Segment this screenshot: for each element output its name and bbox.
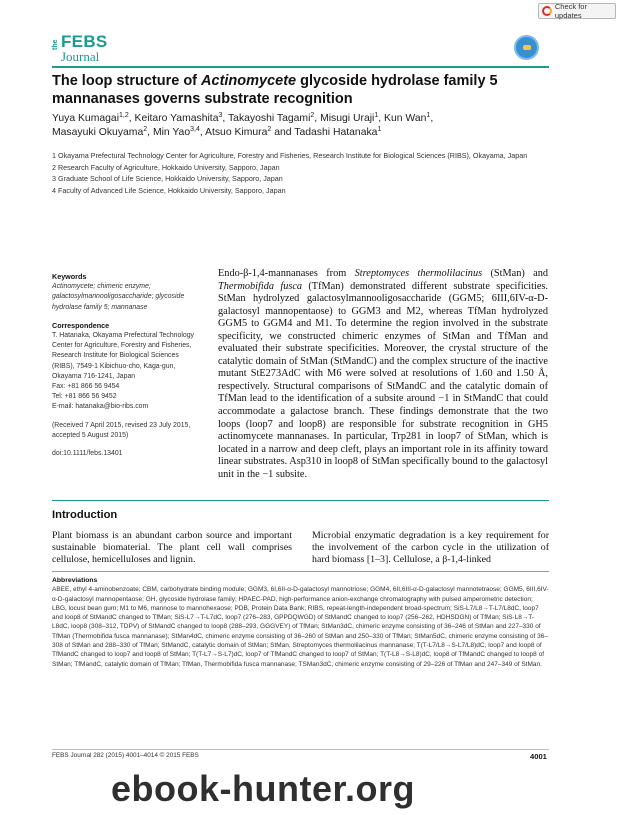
author-list: Yuya Kumagai$^{1,2}$, Keitaro Yamashita$^3$, Takayoshi Tagami$^2$, Misugi Uraji$^1$, Kun Wan$^1$, Masayuki Okuyama$^2$, Min Yao$^{3,4}$, Atsuo Kimura$^2$ and Tadashi Hatanaka$^1$ — [52, 112, 434, 138]
journal-logo — [52, 32, 122, 64]
article-sidebar — [52, 272, 200, 459]
febs-seal-icon — [514, 35, 539, 60]
affiliation-list — [52, 150, 552, 196]
author-affiliation-mark: 3 — [218, 112, 223, 119]
journal-logo-word: Journal — [61, 49, 100, 64]
intro-column-1: Plant biomass is an abundant carbon source and important sustainable biomaterial. The plant cell wall comprises cellulose, hemicelluloses and lignin. — [52, 530, 292, 566]
author-name: Yuya Kumagai — [52, 113, 120, 124]
correspondence-heading: Correspondence — [52, 320, 110, 330]
footer-citation: FEBS Journal 282 (2015) 4001–4014 © 2015 FEBS — [52, 752, 199, 759]
abbreviations-block — [52, 576, 549, 669]
author-name: Keitaro Yamashita — [134, 113, 219, 124]
journal-logo-name: FEBS — [61, 32, 108, 51]
affiliation-item: 4 Faculty of Advanced Life Science, Hokkaido University, Sapporo, Japan — [52, 185, 286, 195]
check-for-updates-button[interactable] — [538, 3, 616, 19]
correspondence-email[interactable]: E-mail: hatanaka@bio-ribs.com — [52, 403, 149, 411]
author-name: Masayuki Okuyama — [52, 127, 144, 138]
correspondence-address: T. Hatanaka, Okayama Prefectural Technology Center for Agriculture, Forestry and Fisheries, Research Institute for Biological Sciences (RIBS), 7549-1 Kibichuo-cho, Kaga-gun, Okayama 716-1241, Japan — [52, 332, 194, 380]
intro-column-2: Microbial enzymatic degradation is a key requirement for the involvement of the carbon cycle in the utilization of hard biomass [1–3]. Cellulose, a β-1,4-linked — [312, 530, 549, 566]
author-affiliation-mark: 1 — [374, 112, 379, 119]
journal-logo-prefix: the — [52, 39, 59, 50]
abbreviations-heading: Abbreviations — [52, 577, 98, 584]
doi-link[interactable]: doi:10.1111/febs.13401 — [52, 450, 123, 458]
abstract-text: Endo-β-1,4-mannanases from Streptomyces thermolilacinus (StMan) and Thermobifida fusca (TfMan) demonstrated different substrate specificities. StMan hydrolyzed galactosylmannooligosaccharide (GGM5; 6III,6IV-α-D-galactosyl mannopentaose) to GGM3 and M2, whereas TfMan hydrolyzed GGM5 to GGM4 and M1. To determine the region involved in the substrate specificity, we constructed chimeric enzymes of StMan and TfMan and evaluated their substrate specificities. Moreover, the crystal structure of the catalytic domain of StMan (StMandC) and the complex structure of the inactive mutant StE273AdC with M6 were solved at resolutions of 1.60 and 1.50 Å, respectively. Structural comparisons of StMandC and the catalytic domain of TfMan lead to the identification of a subsite around −1 in StMandC that could accommodate a galactose branch. These findings demonstrate that the two loops (loop7 and loop8) are responsible for substrate recognition in GH5 actinomycete mannanases. In particular, Trp281 in loop7 of StMan, which is located in a narrow and deep cleft, plays an important role in its affinity toward linear substrates. Asp310 in loop8 of StMan specifically bound to the galactosyl unit in the −1 subsite. — [218, 268, 549, 480]
keywords-text: Actinomycete; chimeric enzyme; galactosylmannooligosaccharide; glycoside hydrolase family 5; mannanase — [52, 283, 185, 311]
abbreviations-text: ABEE, ethyl 4-aminobenzoate; CBM, carbohydrate binding module; GGM3, 6I,6II-α-D-galactosyl mannotriose; GGM4, 6II,6III-α-D-galactosyl mannotetraose; GGM5, 6III,6IV-α-D-galactosyl mannopentaose; GH, glycoside hydrolase family; HPAEC-PAD, high-performance anion-exchange chromatography with pulsed amperometric detection; LBG, locust bean gum; M1 to M6, mannose to mannohexaose; PDB, Protein Data Bank; RIBS, repeat-length-independent broad-spectrum; SiS-L7/L8→T-L7/L8dC, loop7 and loop8 of StMandC changed to TfMan; SiS-L7→T-L7dC, loop7 (276–283, GPPDQWGD) of StMandC changed to loop7 (256–262, HDHSDGN) of TfMan; SiS-L8→T-L8dC, loop8 (308–312, TDPV) of StMandC changed to loop8 (288–293, GGGVEY) of TfMan; StMan3dC, chimeric enzyme consisting of 36–246 of StMan and 227–330 of TfMan (Thermobifida fusca mannanase); StMan4dC, chimeric enzyme consisting of 36–260 of StMan and 250–330 of TfMan; StMan5dC, chimeric enzyme consisting of 36–308 of StMan and 288–330 of TfMan; StMandC, catalytic domain of StMan; StMan, Streptomyces thermolilacinus mannanase; T(T-L7/L8→S-L7/L8)dC, loop7 and loop8 of TfMandC changed to loop7 and loop8 of StMan; T(T-L7→S-L7)dC, loop7 of TfMandC changed to loop7 of StMan; T(T-L8→S-L8)dC, loop8 of TfMandC changed to loop8 of StMan; TfMandC, catalytic domain of TfMan; TfMan, Thermobifida fusca mannanase; TSMan3dC, chimeric enzyme consisting of 29–226 of TfMan and 247–349 of StMan. — [52, 586, 549, 668]
introduction-heading: Introduction — [52, 509, 118, 521]
author-name: Min Yao — [152, 127, 191, 138]
page-number: 4001 — [530, 752, 547, 761]
article-title: The loop structure of Actinomycete glycoside hydrolase family 5 mannanases governs substrate recognition — [52, 73, 498, 107]
affiliation-item: 1 Okayama Prefectural Technology Center for Agriculture, Forestry and Fisheries, Research Institute for Biological Sciences (RIBS), Okayama, Japan — [52, 151, 528, 160]
watermark-text: ebook-hunter.org — [111, 768, 415, 809]
affiliation-item: 3 Graduate School of Life Science, Hokkaido University, Sapporo, Japan — [52, 174, 283, 184]
author-name: Misugi Uraji — [320, 113, 375, 124]
keywords-heading: Keywords — [52, 272, 87, 281]
crossmark-update-icon — [542, 6, 552, 16]
author-affiliation-mark: 1 — [426, 112, 431, 119]
intro-divider — [52, 500, 549, 501]
abbreviations-divider — [52, 571, 549, 572]
footer-divider — [52, 749, 549, 750]
author-name: Atsuo Kimura — [205, 127, 268, 138]
author-affiliation-mark: 2 — [310, 112, 315, 119]
correspondence-fax: Fax: +81 866 56 9454 — [52, 383, 120, 391]
correspondence-tel: Tel: +81 866 56 9452 — [52, 393, 117, 401]
author-affiliation-mark: 2 — [267, 126, 272, 133]
check-for-updates-label: Check for updates — [554, 2, 587, 20]
affiliation-item: 2 Research Faculty of Agriculture, Hokkaido University, Sapporo, Japan — [52, 162, 280, 172]
author-affiliation-mark: 1,2 — [119, 112, 129, 119]
author-affiliation-mark: 1 — [377, 126, 382, 133]
author-name: Kun Wan — [384, 113, 427, 124]
author-affiliation-mark: 2 — [143, 126, 148, 133]
author-name: Tadashi Hatanaka — [294, 127, 378, 138]
author-name: Takayoshi Tagami — [227, 113, 311, 124]
header-divider — [52, 66, 549, 68]
received-dates: (Received 7 April 2015, revised 23 July 2015, accepted 5 August 2015) — [52, 421, 191, 439]
author-affiliation-mark: 3,4 — [190, 126, 200, 133]
